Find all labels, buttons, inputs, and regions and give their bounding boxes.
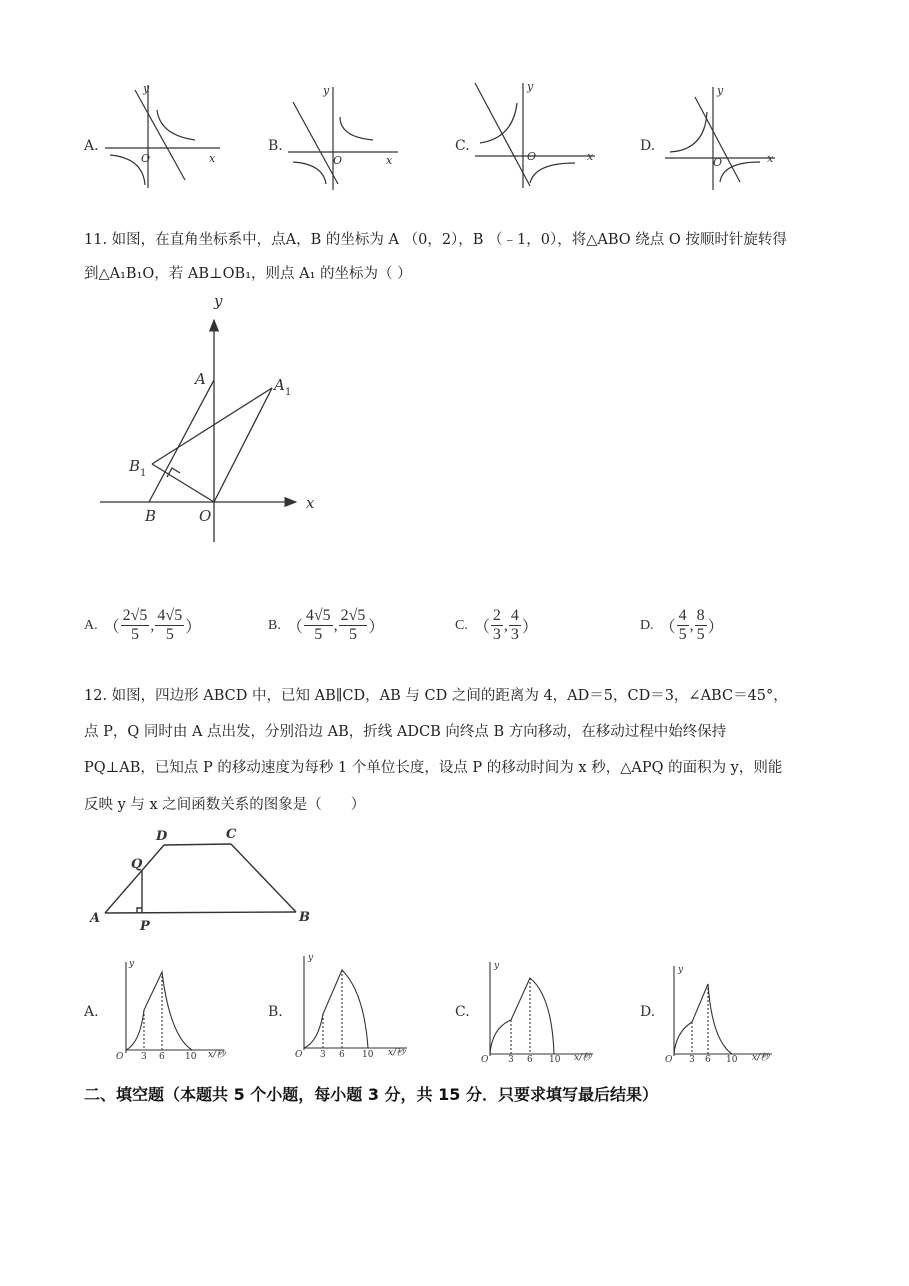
svg-text:10: 10 bbox=[549, 1055, 561, 1065]
q11-option-d-frac-1: $\frac{4}{5}$ bbox=[678, 607, 687, 643]
q12-text-line-1: 12. 如图，四边形 ABCD 中，已知 AB∥CD，AB 与 CD 之间的距离为 4，AD＝5，CD＝3，∠ABC＝45°， bbox=[84, 688, 788, 704]
q10-graph-d bbox=[665, 82, 785, 192]
q11-option-b-paren-open: （ bbox=[286, 619, 303, 636]
q11-option-a-comma: , bbox=[150, 616, 155, 634]
svg-text:y: y bbox=[717, 84, 724, 97]
q11-option-d-frac-2: $\frac{8}{5}$ bbox=[696, 607, 705, 643]
q12-graph-c bbox=[478, 958, 598, 1065]
q12-option-a-label: A. bbox=[84, 1004, 99, 1020]
svg-text:y: y bbox=[143, 82, 150, 95]
svg-text:6: 6 bbox=[527, 1055, 533, 1065]
q10-option-a-label: A. bbox=[84, 138, 99, 154]
svg-text:6: 6 bbox=[339, 1050, 345, 1060]
q10-option-c-label: C. bbox=[455, 138, 470, 154]
q12-option-d-label: D. bbox=[640, 1004, 656, 1020]
svg-text:3: 3 bbox=[508, 1055, 514, 1065]
q11-label-A: A bbox=[195, 370, 206, 388]
q11-option-d-comma: , bbox=[689, 616, 694, 634]
q12-label-C: C bbox=[226, 827, 237, 842]
q11-option-c-frac-2: $\frac{4}{3}$ bbox=[510, 607, 519, 643]
q12-option-c-label: C. bbox=[455, 1004, 470, 1020]
svg-text:O: O bbox=[527, 150, 537, 163]
svg-text:y: y bbox=[678, 965, 684, 975]
q11-option-c[interactable] bbox=[455, 607, 538, 644]
q12-label-D: D bbox=[156, 829, 168, 844]
q11-option-a-letter: A. bbox=[84, 617, 98, 633]
svg-text:x: x bbox=[587, 150, 594, 163]
q10-option-d-label: D. bbox=[640, 138, 656, 154]
svg-text:y: y bbox=[494, 961, 500, 971]
q11-label-B1-sub: 1 bbox=[140, 468, 147, 479]
svg-text:O: O bbox=[713, 156, 723, 169]
q12-graph-a bbox=[112, 958, 232, 1060]
q12-text-line-2: 点 P，Q 同时由 A 点出发，分别沿边 AB，折线 ADCB 向终点 B 方向移动，在移动过程中始终保持 bbox=[84, 724, 727, 740]
svg-text:10: 10 bbox=[185, 1052, 197, 1062]
q11-option-b-paren-close: ） bbox=[368, 619, 385, 636]
svg-text:O: O bbox=[141, 152, 151, 165]
q12-label-P: P bbox=[140, 919, 150, 934]
q11-option-c-comma: , bbox=[503, 616, 508, 634]
q12-text-line-4: 反映 y 与 x 之间函数关系的图象是（ ） bbox=[84, 797, 366, 813]
svg-text:x/秒: x/秒 bbox=[388, 1048, 406, 1058]
q12-text-line-3: PQ⊥AB，已知点 P 的移动速度为每秒 1 个单位长度，设点 P 的移动时间为 x 秒，△APQ 的面积为 y，则能 bbox=[84, 760, 783, 776]
svg-text:y: y bbox=[323, 84, 330, 97]
q11-option-a-paren-open: （ bbox=[103, 619, 120, 636]
svg-text:x/秒: x/秒 bbox=[574, 1053, 592, 1063]
q11-option-d-letter: D. bbox=[640, 617, 654, 633]
q11-option-c-paren-open: （ bbox=[473, 619, 490, 636]
q11-text-line-1: 11. 如图，在直角坐标系中，点A，B 的坐标为 A （0，2），B （﹣1，0），将△ABO 绕点 O 按顺时针旋转得 bbox=[84, 232, 787, 248]
q10-graph-c bbox=[475, 78, 600, 190]
q12-label-A: A bbox=[90, 911, 101, 926]
q11-option-d-paren-close: ） bbox=[707, 619, 724, 636]
q11-label-A1: A bbox=[274, 376, 285, 394]
svg-text:O: O bbox=[481, 1055, 489, 1065]
svg-text:3: 3 bbox=[141, 1052, 147, 1062]
q11-label-A1-sub: 1 bbox=[285, 387, 292, 398]
svg-text:O: O bbox=[295, 1050, 303, 1060]
q12-graph-d bbox=[662, 962, 782, 1064]
q10-graph-b bbox=[288, 82, 408, 192]
q11-option-a-frac-2: $\frac{4√5}{5}$ bbox=[157, 607, 183, 643]
svg-text:6: 6 bbox=[705, 1055, 711, 1065]
svg-text:x/秒: x/秒 bbox=[752, 1053, 770, 1063]
q11-option-b-frac-1: $\frac{4√5}{5}$ bbox=[305, 607, 331, 643]
svg-text:y: y bbox=[129, 959, 135, 969]
q11-label-B1: B bbox=[129, 457, 141, 475]
q11-figure bbox=[100, 292, 330, 547]
q10-graph-a bbox=[105, 80, 225, 190]
q11-option-c-frac-1: $\frac{2}{3}$ bbox=[492, 607, 501, 643]
q12-graph-b bbox=[292, 952, 412, 1060]
svg-text:O: O bbox=[333, 154, 343, 167]
svg-text:3: 3 bbox=[320, 1050, 326, 1060]
svg-text:6: 6 bbox=[159, 1052, 165, 1062]
q12-option-b-label: B. bbox=[268, 1004, 283, 1020]
q11-option-a[interactable] bbox=[84, 607, 201, 644]
svg-text:x: x bbox=[767, 152, 774, 165]
svg-text:10: 10 bbox=[726, 1055, 738, 1065]
svg-text:10: 10 bbox=[362, 1050, 374, 1060]
q12-figure bbox=[88, 822, 323, 937]
q11-label-B: B bbox=[145, 507, 157, 525]
svg-text:y: y bbox=[527, 80, 534, 93]
q12-label-Q: Q bbox=[131, 857, 143, 872]
q11-option-b-frac-2: $\frac{2√5}{5}$ bbox=[340, 607, 366, 643]
svg-text:x: x bbox=[386, 154, 393, 167]
q11-option-d[interactable] bbox=[640, 607, 724, 644]
q10-option-b-label: B. bbox=[268, 138, 283, 154]
q11-option-c-paren-close: ） bbox=[521, 619, 538, 636]
svg-text:x/秒: x/秒 bbox=[208, 1050, 226, 1060]
q11-text-line-2: 到△A₁B₁O，若 AB⊥OB₁，则点 A₁ 的坐标为（ ） bbox=[84, 266, 412, 282]
q11-label-y: y bbox=[214, 292, 223, 310]
svg-text:y: y bbox=[308, 953, 314, 963]
svg-text:O: O bbox=[116, 1052, 124, 1062]
svg-text:O: O bbox=[665, 1055, 673, 1065]
q11-label-O: O bbox=[199, 507, 212, 525]
q11-option-b-comma: , bbox=[333, 616, 338, 634]
q11-label-x: x bbox=[306, 494, 315, 512]
svg-text:x: x bbox=[209, 152, 216, 165]
q11-option-d-paren-open: （ bbox=[659, 619, 676, 636]
q11-option-b-letter: B. bbox=[268, 617, 281, 633]
section-2-heading: 二、填空题（本题共 5 个小题，每小题 3 分，共 15 分．只要求填写最后结果） bbox=[84, 1085, 658, 1104]
q11-option-a-frac-1: $\frac{2√5}{5}$ bbox=[122, 607, 148, 643]
svg-text:3: 3 bbox=[689, 1055, 695, 1065]
q11-option-a-paren-close: ） bbox=[185, 619, 202, 636]
q11-option-b[interactable] bbox=[268, 607, 384, 644]
q12-label-B: B bbox=[299, 910, 310, 925]
q11-option-c-letter: C. bbox=[455, 617, 468, 633]
